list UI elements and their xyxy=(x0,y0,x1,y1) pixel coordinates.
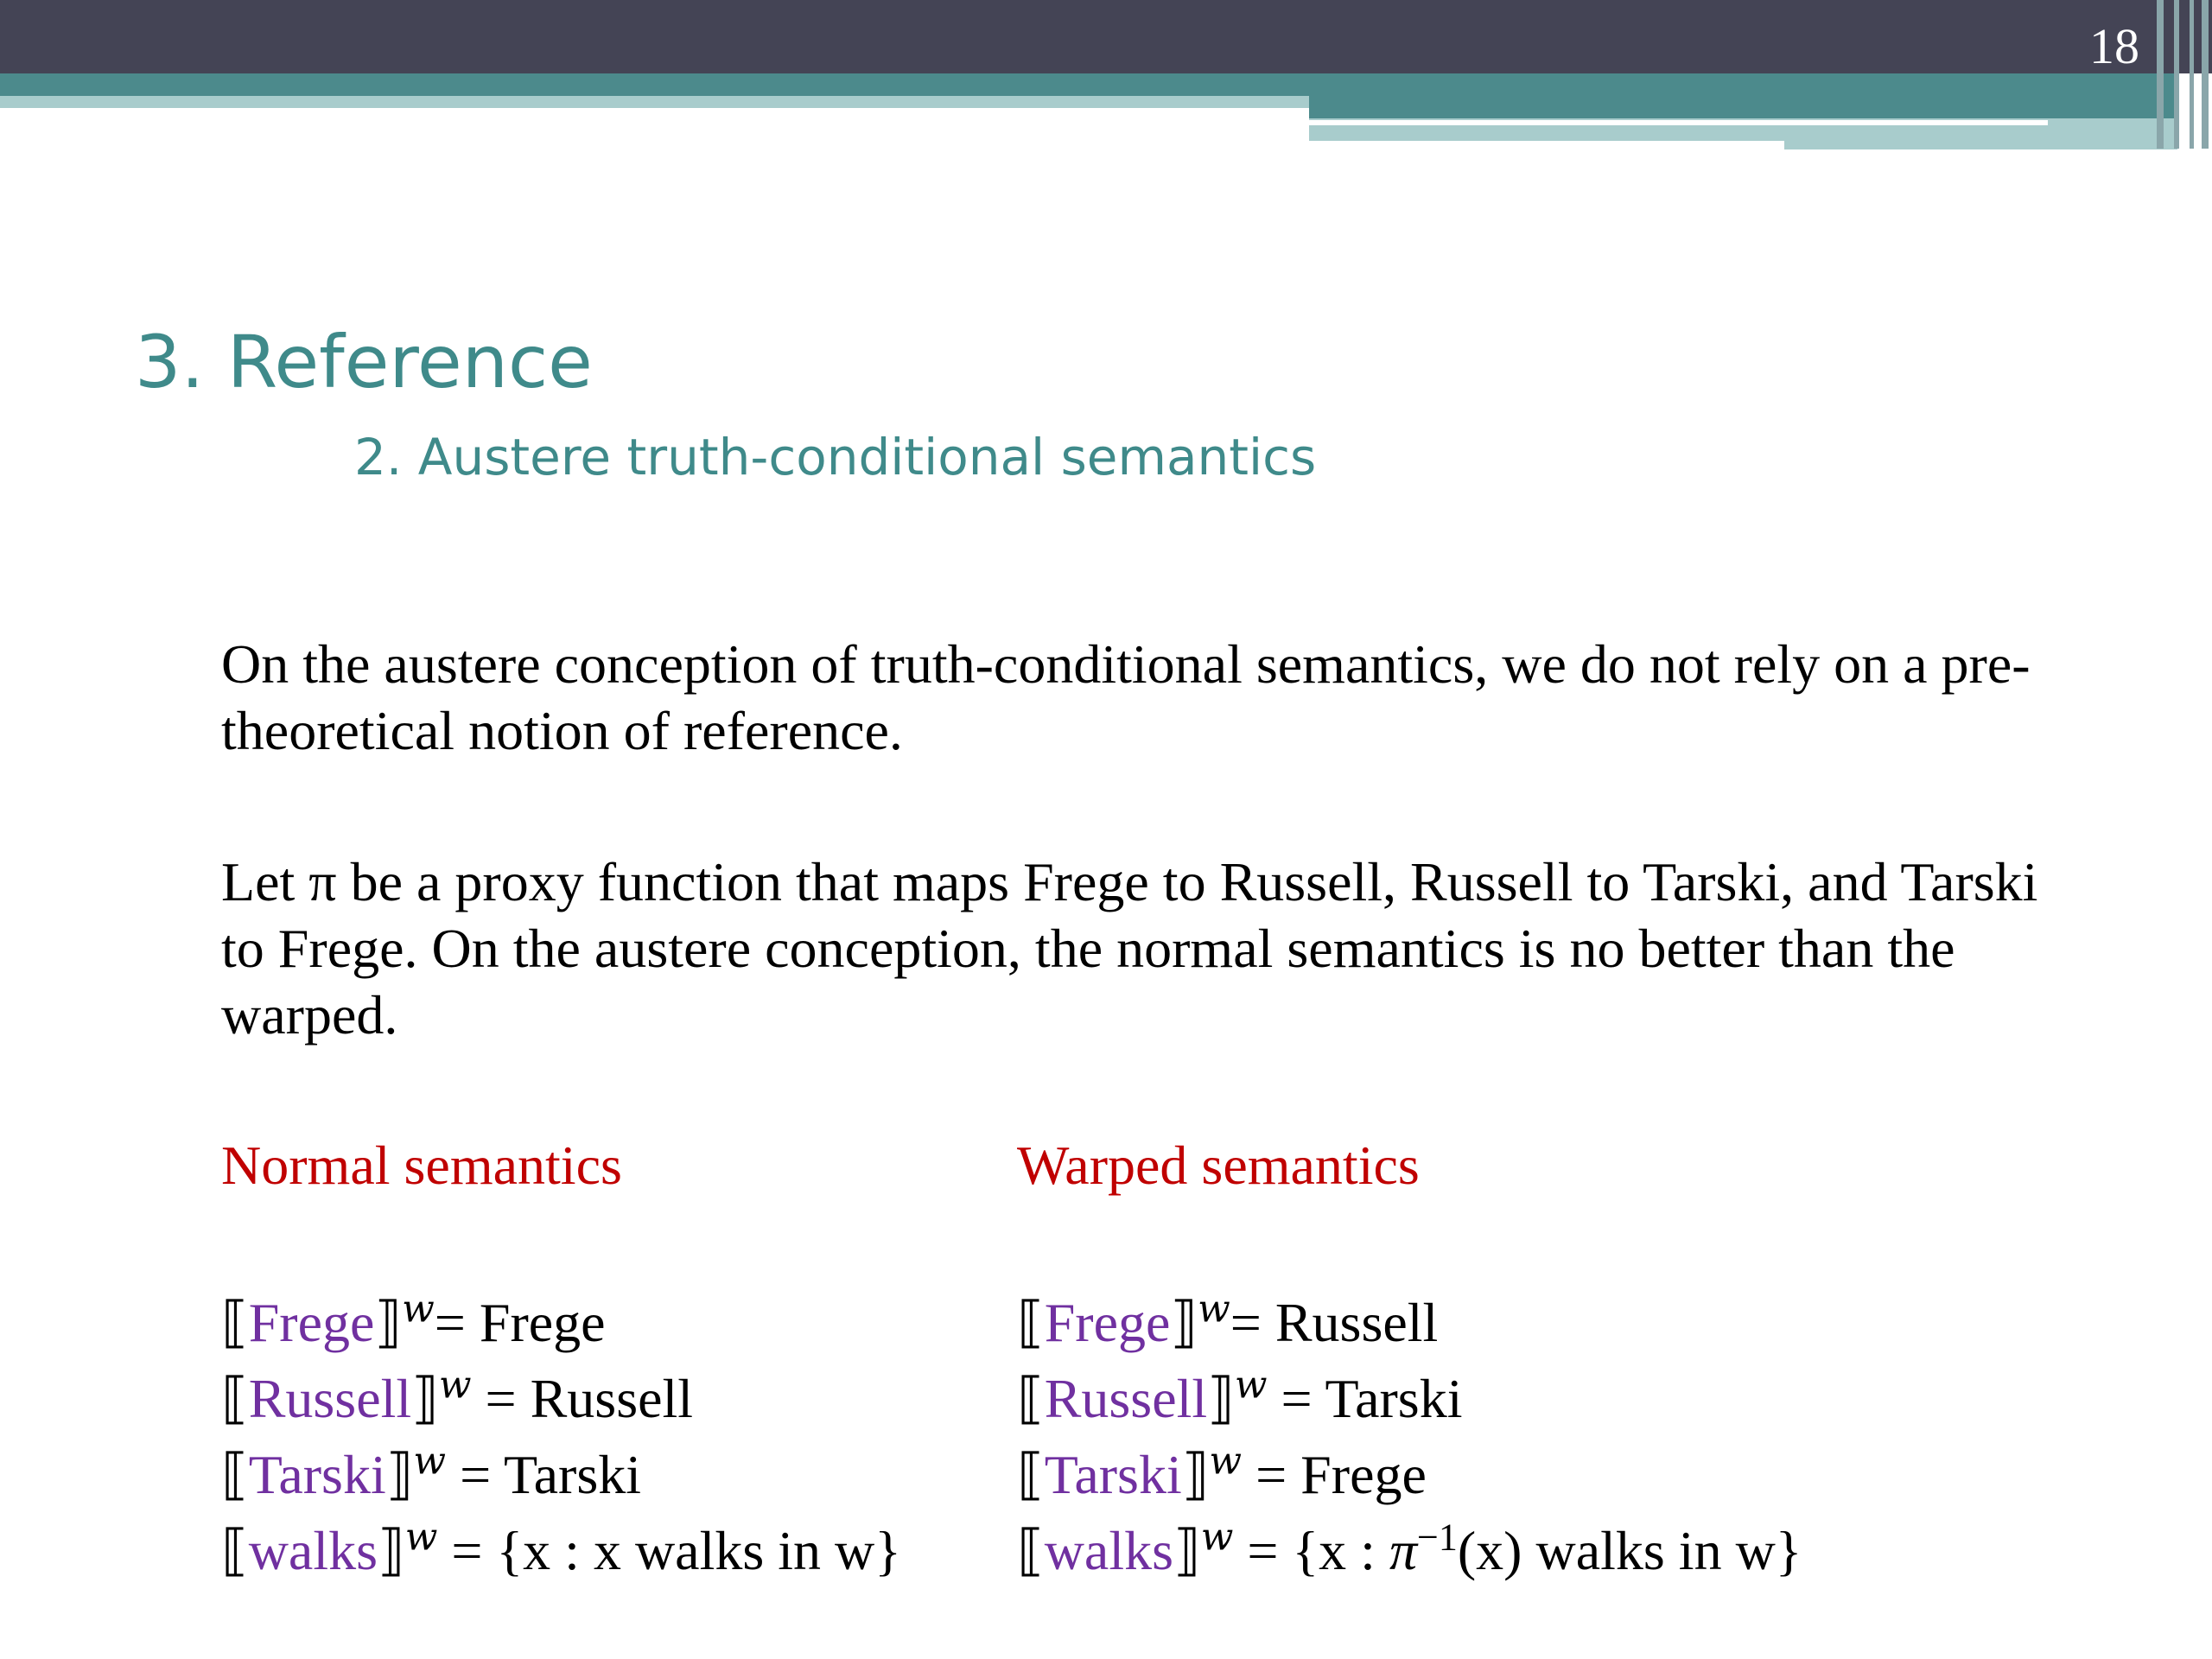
slide-subtitle: 2. Austere truth-conditional semantics xyxy=(354,428,1317,486)
header-stripe-light xyxy=(0,96,1309,108)
normal-semantics-heading: Normal semantics xyxy=(221,1135,622,1196)
body-paragraph: On the austere conception of truth-conditional semantics, we do not rely on a pre-theoretical notion of reference. xyxy=(221,633,2031,761)
term: Frege xyxy=(248,1292,375,1353)
term: walks xyxy=(248,1520,378,1581)
header-stripe-right xyxy=(1309,96,2177,118)
page-number: 18 xyxy=(2089,18,2139,74)
warped-semantics-heading: Warped semantics xyxy=(1017,1135,1420,1196)
header-divider-line xyxy=(1309,120,2048,125)
header-divider-line xyxy=(1309,141,1784,149)
semantic-clause: ⟦Tarski⟧$^w$ = Frege xyxy=(1017,1439,1427,1505)
term: walks xyxy=(1044,1520,1173,1581)
term: Tarski xyxy=(248,1444,386,1505)
term: Russell xyxy=(248,1368,412,1429)
semantic-clause: ⟦Russell⟧$^w$ = Tarski xyxy=(1017,1363,1463,1429)
semantic-clause: ⟦walks⟧$^w$ = {x : x walks in w} xyxy=(221,1515,901,1581)
pi-symbol: π xyxy=(1389,1520,1418,1581)
semantic-clause: ⟦Tarski⟧$^w$ = Tarski xyxy=(221,1439,642,1505)
body-paragraph: Let π be a proxy function that maps Frege to Russell, Russell to Tarski, and Tarski to Frege. On the austere conception, the normal semantics is no better than the warped. xyxy=(221,851,2038,1046)
term: Frege xyxy=(1044,1292,1171,1353)
slide-title: 3. Reference xyxy=(135,320,593,404)
semantic-clause: ⟦Frege⟧$^w$= Russell xyxy=(1017,1287,1439,1353)
header-bar xyxy=(0,0,2212,73)
semantic-clause: ⟦Russell⟧$^w$ = Russell xyxy=(221,1363,694,1429)
semantic-clause: ⟦walks⟧$^w$ = {x : $\pi^{-1}(x)$ walks in w} xyxy=(1017,1515,1802,1581)
normal-semantics-list xyxy=(221,1285,901,1589)
semantic-clause: ⟦Frege⟧$^w$= Frege xyxy=(221,1287,606,1353)
header-stripe xyxy=(0,73,2177,96)
header-vertical-bars xyxy=(2152,0,2212,149)
term: Tarski xyxy=(1044,1444,1182,1505)
term: Russell xyxy=(1044,1368,1208,1429)
warped-semantics-list xyxy=(1017,1285,1802,1589)
